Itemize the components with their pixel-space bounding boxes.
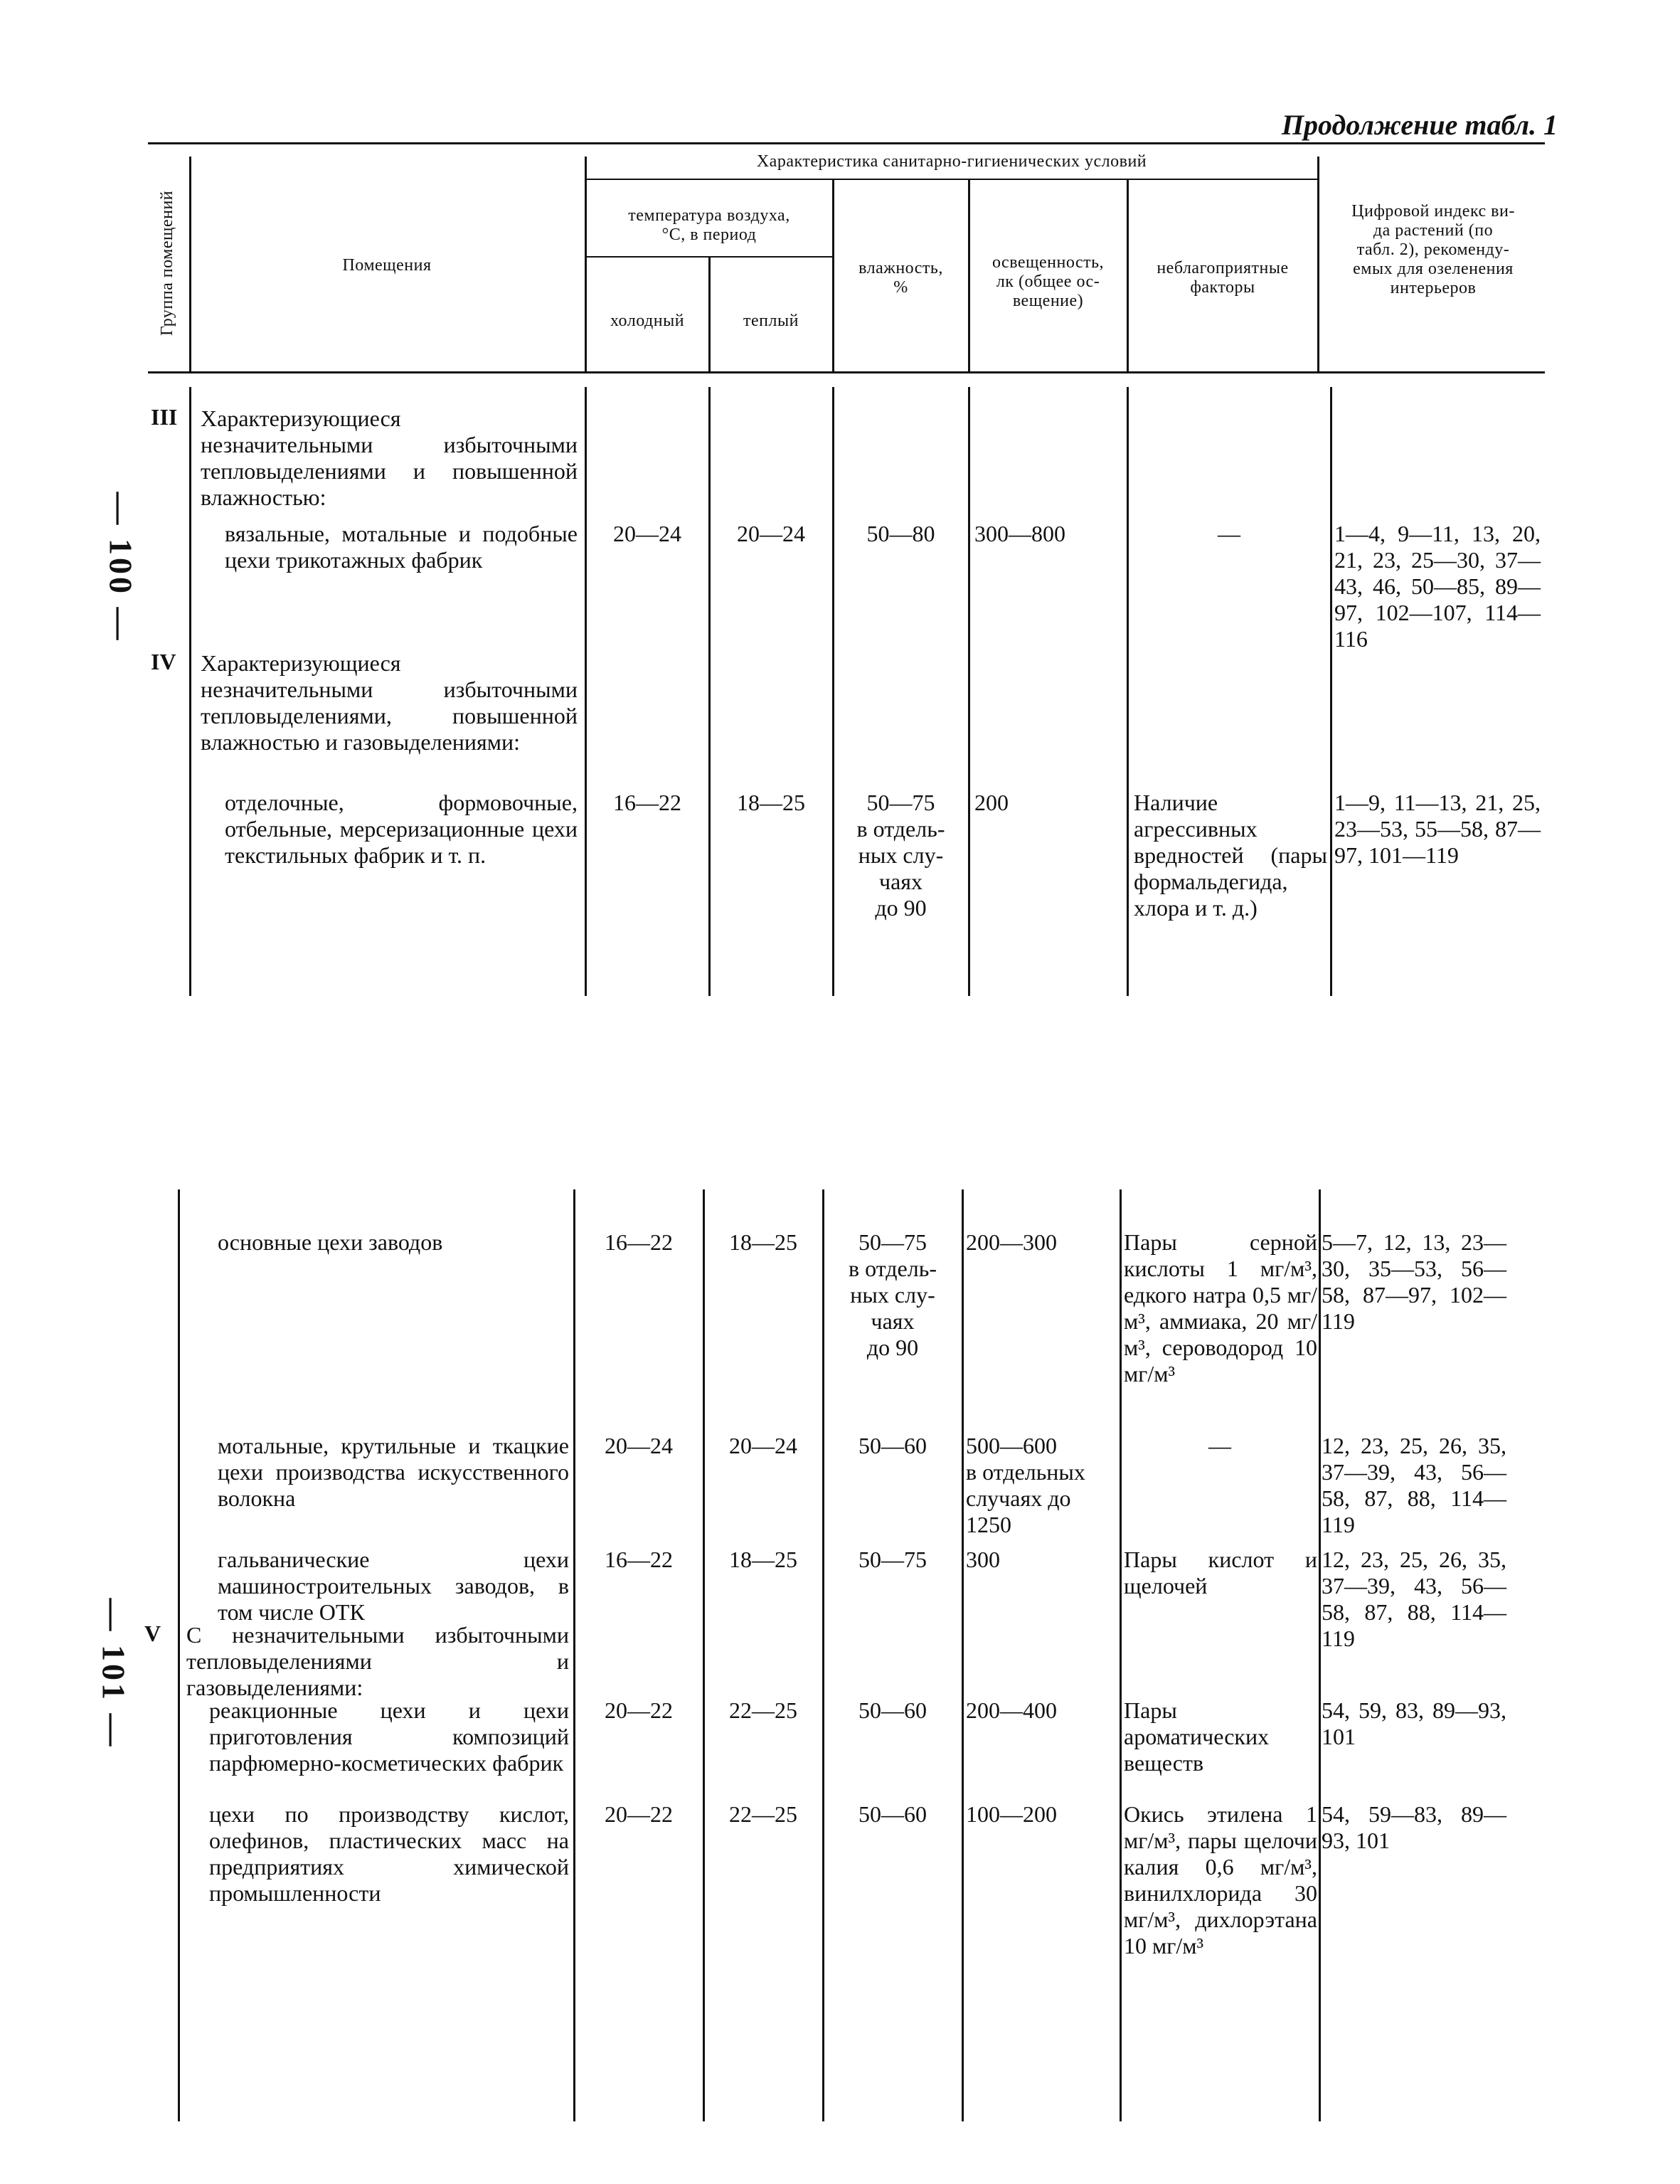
index-cell: 1—9, 11—13, 21, 25, 23—53, 55—58, 87—97, 101—119: [1334, 790, 1541, 868]
cold-cell: 20—24: [605, 1433, 673, 1458]
humidity-cell: 50—60: [858, 1801, 927, 1827]
illumination-cell: 500—600 в отдельных случаях до 1250: [966, 1433, 1085, 1537]
header-characteristics: Характеристика санитарно-гигиенических условий: [756, 152, 1147, 171]
continuation-label: Продолжение табл. 1: [1281, 109, 1558, 141]
warm-cell: 18—25: [729, 1547, 797, 1572]
illumination-cell: 200: [974, 790, 1009, 815]
factors-cell: Пары ароматических веществ: [1124, 1697, 1270, 1776]
header-illumination: освещенность, лк (общее ос- вещение): [991, 253, 1105, 310]
factors-cell: Окись этилена 1 мг/м³, пары щелочи калия 0,6 мг/м³, винилхлорида 30 мг/м³, дихлорэтана 10 мг/м³: [1124, 1801, 1317, 1958]
lower-line-7: [1319, 1189, 1321, 2121]
group-number-iv: IV: [151, 649, 176, 674]
cold-cell: 20—22: [605, 1801, 673, 1827]
factors-cell: —: [1208, 1433, 1231, 1458]
header-factors: неблагоприятные факторы: [1157, 259, 1289, 297]
group-number-iii: III: [151, 404, 178, 430]
illumination-cell: 100—200: [966, 1801, 1057, 1827]
index-cell: 54, 59—83, 89—93, 101: [1322, 1801, 1506, 1853]
page-number-100: — 100 —: [102, 492, 139, 643]
humidity-cell: 50—75 в отдель- ных слу- чаях до 90: [856, 790, 945, 921]
factors-cell: —: [1218, 521, 1240, 546]
warm-cell: 20—24: [729, 1433, 797, 1458]
header-humidity: влажность, %: [858, 259, 943, 297]
header-cold: холодный: [610, 312, 685, 330]
body-line-1: [189, 387, 191, 996]
table-top-rule: [148, 142, 1545, 144]
humidity-cell: 50—60: [858, 1433, 927, 1458]
illumination-cell: 300—800: [974, 521, 1065, 546]
cold-cell: 20—24: [613, 521, 681, 546]
header-group: Группа помещений: [158, 190, 176, 336]
header-bottom-rule: [148, 371, 1545, 373]
humidity-cell: 50—80: [866, 521, 935, 546]
index-cell: 5—7, 12, 13, 23—30, 35—53, 56—58, 87—97, 102—119: [1322, 1229, 1506, 1334]
cold-cell: 16—22: [605, 1547, 673, 1572]
factors-cell: Наличие агрессивных вредностей (пары формальдегида, хлора и т. д.): [1134, 790, 1327, 921]
cold-cell: 16—22: [605, 1229, 673, 1255]
group-number-v: V: [144, 1621, 161, 1646]
group-iii-description: Характеризующиеся незначительными избыточными тепловыделениями и повышенной влажностью:: [201, 405, 578, 510]
room-cell: основные цехи заводов: [218, 1229, 443, 1255]
header-index: Цифровой индекс ви- да растений (по табл. 2), рекоменду- емых для озеленения интерьеров: [1351, 202, 1515, 297]
humidity-cell: 50—75 в отдель- ных слу- чаях до 90: [849, 1229, 937, 1360]
lower-line-3: [703, 1189, 705, 2121]
header-temperature: температура воздуха, °С, в период: [628, 206, 790, 244]
lower-line-6: [1120, 1189, 1122, 2121]
cold-cell: 20—22: [605, 1697, 673, 1723]
body-line-7: [1330, 387, 1332, 996]
body-line-2: [585, 387, 587, 996]
lower-line-5: [962, 1189, 964, 2121]
body-line-6: [1127, 387, 1129, 996]
illumination-cell: 200—400: [966, 1697, 1057, 1723]
humidity-cell: 50—75: [858, 1547, 927, 1572]
factors-cell: Пары кислот и щелочей: [1124, 1547, 1317, 1599]
body-line-5: [968, 387, 970, 996]
illumination-cell: 300: [966, 1547, 1000, 1572]
warm-cell: 18—25: [729, 1229, 797, 1255]
lower-line-2: [573, 1189, 575, 2121]
humidity-cell: 50—60: [858, 1697, 927, 1723]
group-v-description: С незначительными избыточными тепловыделениями и газовыделениями:: [186, 1622, 569, 1700]
lower-line-1: [178, 1189, 180, 2121]
cold-cell: 16—22: [613, 790, 681, 815]
body-line-3: [708, 387, 711, 996]
room-cell: цехи по производству кислот, олефинов, пластических масс на предприятиях химической промышленности: [209, 1801, 569, 1906]
room-cell: отделочные, формовочные, отбельные, мерсеризационные цехи текстильных фабрик и т. п.: [225, 790, 578, 868]
room-cell: реакционные цехи и цехи приготовления композиций парфюмерно-косметических фабрик: [209, 1697, 569, 1776]
page-number-101: — 101 —: [95, 1598, 132, 1749]
room-cell: мотальные, крутильные и ткацкие цехи производства искусственного волокна: [218, 1433, 569, 1511]
index-cell: 1—4, 9—11, 13, 20, 21, 23, 25—30, 37—43, 46, 50—85, 89—97, 102—107, 114—116: [1334, 521, 1541, 652]
hdr-line-7: [1317, 157, 1319, 371]
warm-cell: 20—24: [737, 521, 805, 546]
factors-cell: Пары серной кислоты 1 мг/м³, едкого натра 0,5 мг/м³, аммиака, 20 мг/м³, сероводород 10 мг/м³: [1124, 1229, 1317, 1387]
room-cell: вязальные, мотальные и подобные цехи трикотажных фабрик: [225, 521, 578, 573]
index-cell: 54, 59, 83, 89—93, 101: [1322, 1697, 1506, 1749]
warm-cell: 18—25: [737, 790, 805, 815]
warm-cell: 22—25: [729, 1697, 797, 1723]
warm-cell: 22—25: [729, 1801, 797, 1827]
index-cell: 12, 23, 25, 26, 35, 37—39, 43, 56—58, 87, 88, 114—119: [1322, 1547, 1506, 1651]
group-iv-description: Характеризующиеся незначительными избыточными тепловыделениями, повышенной влажностью и газовыделениями:: [201, 650, 578, 755]
index-cell: 12, 23, 25, 26, 35, 37—39, 43, 56—58, 87, 88, 114—119: [1322, 1433, 1506, 1537]
characteristics-rule: [585, 179, 1317, 180]
illumination-cell: 200—300: [966, 1229, 1057, 1255]
hdr-line-2: [585, 157, 587, 371]
room-cell: гальванические цехи машиностроительных заводов, в том числе ОТК: [218, 1547, 569, 1625]
header-warm: теплый: [743, 312, 799, 330]
header-rooms: Помещения: [342, 256, 432, 275]
